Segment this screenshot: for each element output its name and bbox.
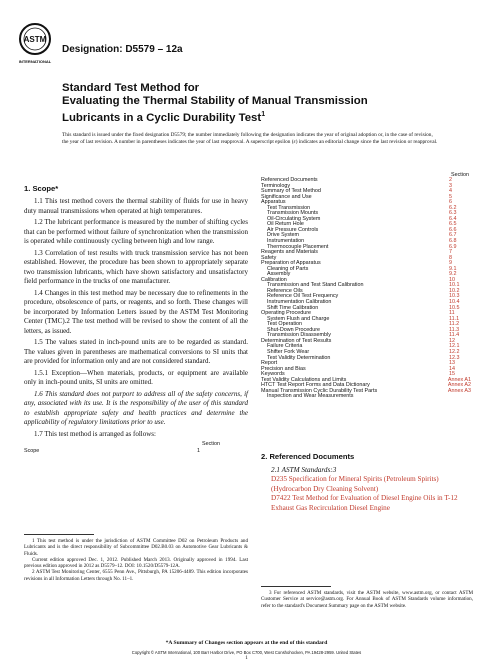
footnote-2: 2 ASTM Test Monitoring Center, 6555 Penn Ave., Pittsburgh, PA 15206-4489. This edition incorporates revisions in all Information Letters through No. 11–1. [24,569,248,582]
standard-d7422-title[interactable]: Test Method for Evaluation of Diesel Engine Oils in T-12 Exhaust Gas Recirculation Diesel Engine [271,494,458,512]
summary-of-changes-note: *A Summary of Changes section appears at the end of this standard [165,640,328,646]
scope-1-5-1: 1.5.1 Exception—When materials, products, or equipment are available only in inch-pound units, SI units are omitted. [24,368,248,386]
toc-row-number[interactable]: 13 [449,360,455,367]
footnote-3-block [261,586,473,609]
toc-row-number[interactable]: 15 [449,371,455,378]
toc-row-title: Transmission Mounts [267,210,319,217]
referenced-documents [261,452,473,513]
footnote-1b: Current edition approved Dec. 1, 2012. Published March 2013. Originally approved in 1994. Last previous edition approved in 2012 as D5579–12. DOI: 10.1520/D5579-12A. [24,556,248,570]
page-title [62,82,462,125]
page-number: 1 [245,655,248,661]
toc [261,172,471,400]
toc-row-title: Terminology [261,182,291,189]
toc-section-label: Section [451,172,469,178]
scope-1-1: 1.1 This test method covers the thermal stability of fluids for use in heavy duty manual transmissions when operated at high temperatures. [24,197,248,215]
toc-row-number[interactable]: 4 [449,188,452,195]
toc-row-title: Shift Time Calibration [267,304,319,311]
footnote-1: 1 This test method is under the jurisdiction of ASTM Committee D02 on Petroleum Products and Lubricants and is the direct responsibility of Subcommittee D02.B0.03 on Automotive Gear Lubricants & Fluids. [24,538,248,557]
toc-row-number[interactable]: 9.2 [449,271,457,278]
toc-row-number[interactable]: 6.3 [449,210,457,217]
toc-row-number[interactable]: 10 [449,276,455,283]
toc-row-number[interactable]: 12.1 [449,343,460,350]
toc-row-title: Inspection and Wear Measurements [267,393,354,400]
astm-logo [18,22,52,66]
scope-toc-title: Scope [24,448,40,454]
toc-row-title: Calibration [261,276,287,283]
toc-row-number[interactable]: 5 [449,193,452,200]
title-line-3-text: Lubricants in a Cyclic Durability Test [62,111,262,124]
left-column [24,184,248,455]
referenced-heading: 2. Referenced Documents [261,452,355,461]
toc-row-number[interactable]: 11.3 [449,326,460,333]
toc-row-title: Reference Oil Test Frequency [267,293,339,300]
toc-row-number[interactable]: 11 [449,310,455,317]
toc-row-title: Safety [261,254,277,261]
scope-1-7: 1.7 This test method is arranged as follows: [34,429,156,438]
toc-row-number[interactable]: 7 [449,249,452,256]
toc-row-number[interactable]: 12.2 [449,348,460,355]
toc-row-title: Significance and Use [261,193,312,200]
toc-row-title: Reagents and Materials [261,249,318,256]
toc-row-title: HTCT Test Report Forms and Data Dictionary [261,382,370,389]
toc-row-number[interactable]: Annex A1 [447,376,471,383]
footnote-rule [24,534,94,535]
toc-row-title: Transmission Disassembly [267,332,331,339]
toc-row-number[interactable]: 6.8 [449,238,457,245]
astm-standards-label: 2.1 ASTM Standards:3 [271,466,337,474]
astm-logo-icon [18,22,52,66]
toc-row-number[interactable]: 10.1 [449,282,460,289]
scope-toc-section-label: Section [202,441,220,447]
toc-row-title: Assembly [267,271,291,278]
toc-row-title: Determination of Test Results [261,337,332,344]
toc-row-title: Preparation of Apparatus [261,260,321,267]
toc-row-title: System Flush and Charge [267,315,330,322]
toc-row-title: Air Pressure Controls [267,226,319,233]
scope-1-3: 1.3 Correlation of test results with truck transmission service has not been established. However, the procedure has been shown to appropriately separate two transmission lubricants, which have shown satisfactory and unsatisfactory field performance in the trucks of one manufacturer. [24,248,248,285]
toc-row-title: Failure Criteria [267,343,303,350]
toc-row-title: Report [261,360,278,367]
title-line-3 [62,108,462,125]
toc-row-number[interactable]: 11.4 [449,332,460,339]
toc-row-title: Reference Oils [267,287,303,294]
toc-row-title: Referenced Documents [261,177,318,183]
toc-row-title: Cleaning of Parts [267,265,309,272]
toc-list [261,178,471,400]
toc-row-number[interactable]: 6 [449,199,452,206]
toc-row-number[interactable]: Annex A3 [447,387,471,394]
toc-row-title: Summary of Test Method [261,188,321,195]
title-line-2: Evaluating the Thermal Stability of Manual Transmission [62,95,368,107]
toc-row-title: Drive System [267,232,300,239]
toc-row-title: Shifter Fork Wear [267,348,310,355]
svg-text:ASTM: ASTM [23,35,47,44]
toc-row-number[interactable]: 6.6 [449,226,457,233]
issued-note: This standard is issued under the fixed designation D5579; the number immediately following the designation indicates the year of original adoption or, in the case of revision, the year of last revision. A number in parentheses indicates the year of last reapproval. A superscript epsilon (ε) indicates an editorial change since the last revision or reapproval. [62,132,438,145]
toc-row-title: Keywords [261,371,285,378]
standard-d7422 [261,494,473,513]
scope-toc-num: 1 [197,448,200,454]
title-line-1: Standard Test Method for [62,82,200,94]
toc-row-title: Test Transmission [267,204,311,211]
scope-heading: 1. Scope* [24,184,59,193]
standard-d235 [261,475,473,494]
toc-row-title: Thermocouple Placement [267,243,329,250]
scope-1-5: 1.5 The values stated in inch-pound units are to be regarded as standard. The values given in parentheses are mathematical conversions to SI units that are provided for information only and are not considered standard. [24,338,248,365]
toc-row-number[interactable]: 6.9 [449,243,457,250]
designation: Designation: D5579 – 12a [62,44,183,55]
toc-row-title: Operating Procedure [261,310,312,317]
scope-1-4: 1.4 Changes in this test method may be necessary due to refinements in the procedure, obsolescence of parts, or reagents, and so forth. These changes will be incorporated by Information Letters issued by the ASTM Test Monitoring Center (TMC).2 The test method will be revised to show the content of all the letters, as issued. [24,288,248,335]
toc-row-title: Apparatus [261,199,286,206]
toc-row-number[interactable]: Annex A2 [447,382,471,389]
toc-row-number[interactable]: 10.4 [449,299,460,306]
toc-row-number[interactable]: 2 [449,177,452,183]
footnote-3: 3 For referenced ASTM standards, visit the ASTM website, www.astm.org, or contact ASTM Customer Service at service@astm.org. For Annual Book of ASTM Standards volume information, refer to the standard's Document Summary page on the ASTM website. [261,590,473,609]
scope-toc-row [24,449,248,455]
footnote-rule-right [261,586,331,587]
copyright: Copyright © ASTM International, 100 Barr Harbor Drive, PO Box C700, West Conshohocken, PA 19428-2959. United States [131,650,362,655]
toc-row-number[interactable]: 14 [449,365,455,372]
toc-row-number[interactable]: 9.1 [449,265,457,272]
toc-row-title: Test Validity Calculations and Limits [261,376,347,383]
toc-row-number[interactable] [449,394,471,400]
title-footnote-mark: 1 [261,111,266,118]
toc-row-number[interactable]: 10.5 [449,304,460,311]
toc-row-title: Instrumentation Calibration [267,299,332,306]
toc-row-title: Instrumentation [267,238,305,245]
svg-text:INTERNATIONAL: INTERNATIONAL [18,59,52,64]
toc-row-title: Oil Return Hole [267,221,304,228]
standard-d235-code[interactable]: D235 [271,475,287,484]
toc-row-number[interactable]: 12 [449,337,455,344]
toc-row-title: Oil-Circulating System [267,215,321,222]
toc-row-title: Test Validity Determination [267,354,331,361]
scope-1-6: 1.6 This standard does not purport to address all of the safety concerns, if any, associated with its use. It is the responsibility of the user of this standard to establish appropriate safety and health practices and determine the applicability of regulatory limitations prior to use. [24,389,248,426]
toc-row-title: Test Operation [267,321,303,328]
toc-row-number[interactable]: 11.1 [449,315,460,322]
toc-row-number[interactable]: 9 [449,260,452,267]
toc-row-number[interactable]: 10.3 [449,293,460,300]
toc-row-number[interactable]: 6.4 [449,215,457,222]
toc-row-number[interactable]: 3 [449,182,452,189]
toc-row-number[interactable]: 11.2 [449,321,460,328]
toc-row-number[interactable]: 6.7 [449,232,457,239]
toc-row-number[interactable]: 8 [449,254,452,261]
toc-row-number[interactable]: 6.2 [449,204,457,211]
toc-row-number[interactable]: 12.3 [449,354,460,361]
toc-row [261,394,471,400]
footnotes [24,534,248,582]
toc-row-title: Precision and Bias [261,365,306,372]
toc-row-title: Shut-Down Procedure [267,326,321,333]
toc-row-title: Transmission and Test Stand Calibration [267,282,364,289]
toc-row-number[interactable]: 10.2 [449,287,460,294]
standard-d235-title[interactable]: Specification for Mineral Spirits (Petroleum Spirits) (Hydrocarbon Dry Cleaning Solvent) [271,475,439,493]
scope-1-2: 1.2 The lubricant performance is measured by the number of shifting cycles that can be performed without failure of synchronization when the transmission is operated while continuously cycling between high and low range. [24,218,248,245]
toc-row-number[interactable]: 6.5 [449,221,457,228]
toc-row-title: Manual Transmission Cyclic Durability Test Parts [261,387,378,394]
standard-d7422-code[interactable]: D7422 [271,494,291,503]
